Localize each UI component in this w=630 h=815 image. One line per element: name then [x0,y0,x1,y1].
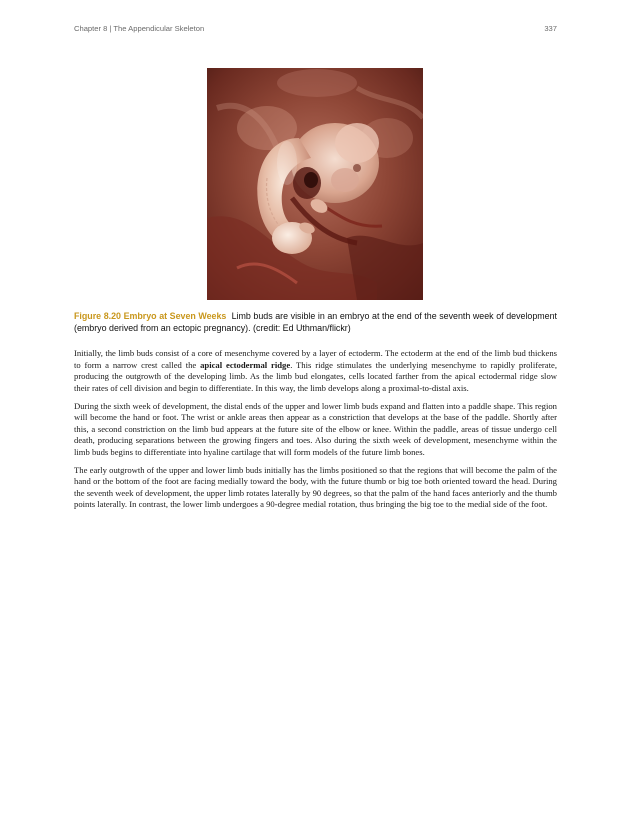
figure-label: Figure 8.20 Embryo at Seven Weeks [74,311,227,321]
figure-caption-text: Limb buds are visible in an embryo at the end of the seventh week of development (embryo derived from an ectopic pregnancy). (credit: Ed Uthman/flickr) [74,311,558,333]
page-number: 337 [544,24,557,33]
embryo-photo [207,68,423,300]
paragraph [74,348,557,394]
paragraph: During the sixth week of development, the distal ends of the upper and lower limb buds expand and flatten into a paddle shape. This region will become the hand or foot. The wrist or ankle areas then appear as a constriction that develops at the base of the paddle. Shortly after this, a second constriction on the limb bud appears at the future site of the elbow or knee. Within the paddle, areas of tissue undergo cell death, producing separations between the growing fingers and toes. Also during the sixth week of development, mesenchyme within the limb buds begins to differentiate into hyaline cartilage that will form models of the future limb bones. [74,400,557,457]
figure-caption [74,310,557,334]
paragraph: The early outgrowth of the upper and lower limb buds initially has the limbs positioned so that the regions that will become the palm of the hand or the bottom of the foot are facing medially toward the body, with the future thumb or big toe both oriented toward the head. During the seventh week of development, the upper limb rotates laterally by 90 degrees, so that the palm of the hand faces anteriorly and the thumb points laterally. In contrast, the lower limb undergoes a 90-degree medial rotation, thus bringing the big toe to the medial side of the foot. [74,464,557,509]
chapter-title: Chapter 8 | The Appendicular Skeleton [74,24,205,33]
paragraph-text: Initially, the limb buds consist of a core of mesenchyme covered by a layer of ectoderm. The ectoderm at the end of the limb bud thickens to form a narrow crest called the [74,348,557,370]
running-header [74,24,557,36]
paragraph-text: . This ridge stimulates the underlying mesenchyme to rapidly proliferate, producing the outgrowth of the developing limb. As the limb bud elongates, cells located farther from the apical ectodermal ridge slow their rates of cell division and begin to differentiate. In this way, the limb develops along a proximal-to-distal axis. [74,359,557,393]
body-text [74,348,557,517]
key-term: apical ectodermal ridge [200,359,291,370]
